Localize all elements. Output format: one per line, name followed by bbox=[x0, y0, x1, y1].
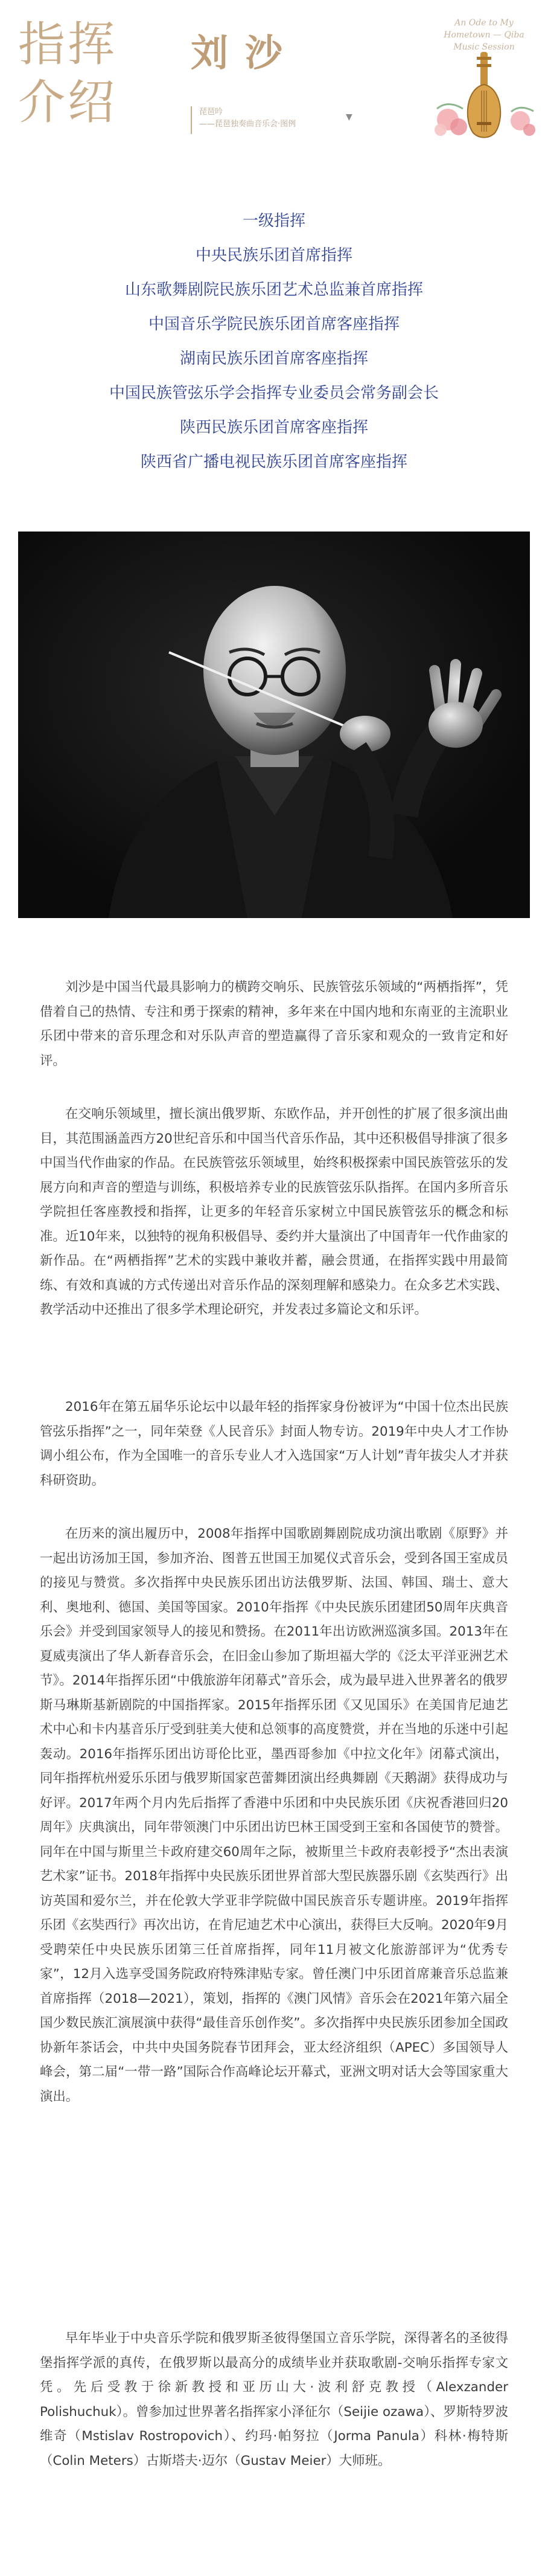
bio-paragraph: 2016年在第五届华乐论坛中以最年轻的指挥家身份被评为“中国十位杰出民族管弦乐指挥”之一，同年荣登《人民音乐》封面人物专访。2019年中央人才工作协调小组公布，作为全国唯一的音乐专业人才入选国家“万人计划”青年拔尖人才并获科研资助。 bbox=[40, 1399, 508, 1488]
bio-paragraph: 在交响乐领域里，擅长演出俄罗斯、东欧作品，并开创性的扩展了很多演出曲目，其范围涵盖西方20世纪音乐和中国当代音乐作品，其中还积极倡导排演了很多中国当代作曲家的作品。在民族管弦乐领域里，始终积极探索中国民族管弦乐的发展方向和声音的塑造与训练，积极培养专业的民族管弦乐队指挥。在国内多所音乐学院担任客座教授和指挥，让更多的年轻音乐家树立中国民族管弦乐的概念和标准。近10年来，以独特的视角积极倡导、委约并大量演出了中国青年一代作曲家的新作品。在“两栖指挥”艺术的实践中兼收并蓄，融会贯通，在指挥实践中用最简练、有效和真诚的方式传递出对音乐作品的深刻理解和感染力。在众多艺术实践、教学活动中还推出了很多学术理论研究，并发表过多篇论文和乐评。 bbox=[40, 1107, 508, 1317]
title-line: 陕西省广播电视民族乐团首席客座指挥 bbox=[140, 453, 407, 471]
bio-paragraph: 早年毕业于中央音乐学院和俄罗斯圣彼得堡国立音乐学院，深得著名的圣彼得堡指挥学派的真传，在俄罗斯以最高分的成绩毕业并获取歌剧-交响乐指挥专家文凭。先后受教于徐新教授和亚历山大·波利舒克教授（Alexzander Polishuchuk）。曾参加过世界著名指挥家小泽征尔（Seijie ozawa）、罗斯特罗波维奇（Mstislav Rostropovich）、约玛·帕努拉（Jorma Panula）科林·梅特斯（Colin Meters）古斯塔夫·迈尔（Gustav Meier）大师班。 bbox=[40, 2331, 508, 2468]
section-title-line1: 指挥 bbox=[18, 18, 118, 72]
person-name: 刘沙 bbox=[191, 31, 300, 75]
title-line: 一级指挥 bbox=[242, 212, 305, 230]
conductor-photo bbox=[18, 532, 530, 918]
subtitle-line2: ——琵琶独奏曲音乐会·图例 bbox=[199, 120, 296, 129]
title-line: 中国音乐学院民族乐团首席客座指挥 bbox=[148, 315, 400, 333]
chevron-down-icon: ▼ bbox=[346, 112, 352, 122]
section-title-line2: 介绍 bbox=[18, 75, 118, 130]
bio-paragraph: 刘沙是中国当代最具影响力的横跨交响乐、民族管弦乐领域的“两栖指挥”，凭借着自己的热情、专注和勇于探索的精神，多年来在中国内地和东南亚的主流职业乐团中带来的音乐理念和对乐队声音的塑造赢得了音乐家和观众的一致肯定和好评。 bbox=[40, 980, 508, 1068]
title-line: 湖南民族乐团首席客座指挥 bbox=[179, 350, 368, 368]
conductor-photo-icon bbox=[18, 532, 530, 918]
title-line: 中央民族乐团首席指挥 bbox=[195, 246, 352, 265]
title-line: 中国民族管弦乐学会指挥专业委员会常务副会长 bbox=[109, 384, 439, 402]
conductor-titles bbox=[0, 204, 548, 480]
section-title bbox=[18, 16, 133, 132]
concert-title: An Ode to My Hometown — Qiba Music Session bbox=[444, 18, 524, 52]
title-line: 陕西民族乐团首席客座指挥 bbox=[179, 419, 368, 437]
page-header bbox=[0, 0, 548, 139]
bio-paragraph: 在历来的演出履历中，2008年指挥中国歌剧舞剧院成功演出歌剧《原野》并一起出访汤加王国，参加齐治、图普五世国王加冕仪式音乐会，受到各国王室成员的接见与赞赏。多次指挥中央民族乐团出访法俄罗斯、法国、韩国、瑞士、意大利、奥地利、德国、美国等国家。2010年指挥《中央民族乐团建团50周年庆典音乐会》并受到国家领导人的接见和赞扬。在2011年出访欧洲巡演多国。2013年在夏威夷演出了华人新春音乐会，在旧金山参加了斯坦福大学的《泛太平洋亚洲艺术节》。2014年指挥乐团“中俄旅游年闭幕式”音乐会，成为最早进入世界著名的俄罗斯马琳斯基新剧院的中国指挥家。2015年指挥乐团《又见国乐》在美国肯尼迪艺术中心和卡内基音乐厅受到驻美大使和总领事的高度赞赏，并在当地的乐迷中引起轰动。2016年指挥乐团出访哥伦比亚，墨西哥参加《中拉文化年》闭幕式演出，同年指挥杭州爱乐乐团与俄罗斯国家芭蕾舞团演出经典舞剧《天鹅湖》获得成功与好评。2017年两个月内先后指挥了香港中乐团和中央民族乐团《庆祝香港回归20周年》庆典演出，同年带领澳门中乐团出访巴林王国受到王室和各国使节的赞誉。同年在中国与斯里兰卡政府建交60周年之际，被斯里兰卡政府表彰授予“杰出表演艺术家”证书。2018年指挥中央民族乐团世界首部大型民族器乐剧《玄奘西行》出访英国和爱尔兰，并在伦敦大学亚非学院做中国民族音乐专题讲座。2019年指挥乐团《玄奘西行》再次出访，在肯尼迪艺术中心演出，获得巨大反响。2020年9月受聘荣任中央民族乐团第三任首席指挥，同年11月被文化旅游部评为“优秀专家”，12月入选享受国务院政府特殊津贴专家。曾任澳门中乐团首席兼音乐总监兼首席指挥（2018—2021），策划，指挥的《澳门风情》音乐会在2021年第六届全国少数民族汇演展演中获得“最佳音乐创作奖”。多次指挥中央民族乐团参加全国政协新年茶话会，中共中央国务院春节团拜会，亚太经济组织（APEC）多国领导人峰会，第二届“一带一路”国际合作高峰论坛开幕式，亚洲文明对话大会等国家重大演出。 bbox=[40, 1526, 508, 2104]
title-line: 山东歌舞剧院民族乐团艺术总监兼首席指挥 bbox=[124, 281, 423, 299]
pipa-illustration-icon bbox=[430, 48, 538, 139]
subtitle-line1: 琵琶吟 bbox=[199, 108, 223, 117]
